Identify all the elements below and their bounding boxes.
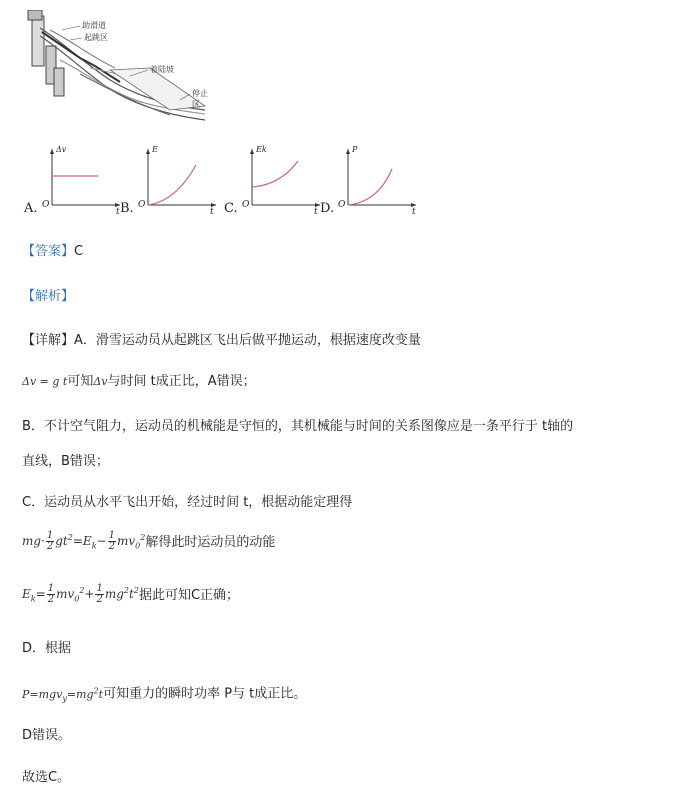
option-b[interactable] xyxy=(120,145,220,220)
final-answer: 故选C。 xyxy=(22,770,71,785)
answer-tag: 【答案】 xyxy=(22,244,75,259)
option-d-origin: O xyxy=(338,200,346,210)
ski-jump-drawing xyxy=(20,10,210,130)
option-c-origin: O xyxy=(242,200,250,210)
detail-d-line1: D．根据 xyxy=(22,641,72,656)
detail-c-formula2-tail: 据此可知C正确； xyxy=(138,588,240,603)
option-d-ylabel: P xyxy=(352,145,358,154)
detail-c-line1: C．运动员从水平飞出开始，经过时间 t，根据动能定理得 xyxy=(22,495,353,510)
detail-d-line2 xyxy=(22,682,306,708)
option-c-ylabel: Ek xyxy=(256,145,267,154)
option-a-origin: O xyxy=(42,200,50,210)
answer-value: C xyxy=(74,244,84,259)
detail-d-tail: 可知重力的瞬时功率 P与 t成正比。 xyxy=(103,686,307,702)
detail-b-line1: B．不计空气阻力，运动员的机械能是守恒的，其机械能与时间的关系图像应是一条平行于 t轴的 xyxy=(22,419,574,434)
detail-a-line2 xyxy=(22,373,256,391)
option-a[interactable] xyxy=(24,145,124,220)
detail-a-end: 与时间 t成正比，A错误； xyxy=(107,374,256,389)
option-a-letter: A. xyxy=(24,201,38,216)
option-c-graph xyxy=(240,145,324,220)
option-a-xlabel: t xyxy=(116,207,120,217)
detail-tag: 【详解】 xyxy=(22,333,75,348)
answer-line xyxy=(22,243,83,261)
option-b-xlabel: t xyxy=(210,207,214,217)
option-c-letter: C. xyxy=(224,201,238,216)
option-c-curve xyxy=(252,161,298,187)
detail-a-text1: A．滑雪运动员从起跳区飞出后做平抛运动，根据速度改变量 xyxy=(74,333,421,348)
detail-c-formula1-tail: 解得此时运动员的动能 xyxy=(145,535,276,550)
option-d[interactable] xyxy=(320,145,420,220)
label-landing-slope: 着陆坡 xyxy=(150,65,174,74)
ski-jump-figure xyxy=(20,10,210,130)
detail-a-line1 xyxy=(22,332,421,350)
option-b-curve xyxy=(148,165,196,205)
option-a-ylabel: Δv xyxy=(56,145,67,154)
option-c-xlabel: t xyxy=(314,207,318,217)
detail-d-formula: $P=mgv_y=mg^2t$ xyxy=(22,686,104,703)
option-d-graph xyxy=(336,145,420,220)
label-takeoff: 起跳区 xyxy=(84,33,108,42)
detail-c-formula1: mg· $\frac{1}{2}$ $gt^2=E_k-$ $\frac{1}{2}$ $mv_0^2$ xyxy=(22,530,146,552)
option-d-xlabel: t xyxy=(412,207,416,217)
label-runway: 助滑道 xyxy=(82,21,106,30)
detail-a-sym: Δv xyxy=(93,375,108,388)
detail-c-formula1-row xyxy=(22,530,275,560)
option-b-letter: B. xyxy=(120,201,134,216)
detail-a-mid: 可知 xyxy=(67,374,94,389)
option-b-ylabel: E xyxy=(152,145,158,154)
option-c[interactable] xyxy=(224,145,324,220)
option-d-curve xyxy=(348,169,392,205)
detail-d-conclusion: D错误。 xyxy=(22,728,72,743)
option-a-graph xyxy=(40,145,124,220)
label-stop-area: 停止区 xyxy=(192,89,208,109)
option-d-letter: D. xyxy=(320,201,335,216)
detail-b-line2: 直线，B错误； xyxy=(22,454,109,469)
detail-a-formula: Δv = g t xyxy=(22,375,68,388)
detail-c-formula2-row xyxy=(22,583,239,613)
option-b-origin: O xyxy=(138,200,146,210)
option-b-graph xyxy=(136,145,220,220)
detail-c-formula2: $E_k=$ $\frac{1}{2}$ $mv_0^2+$ $\frac{1}{2}$ $mg^2t^2$ xyxy=(22,583,139,605)
analysis-tag: 【解析】 xyxy=(22,289,75,304)
